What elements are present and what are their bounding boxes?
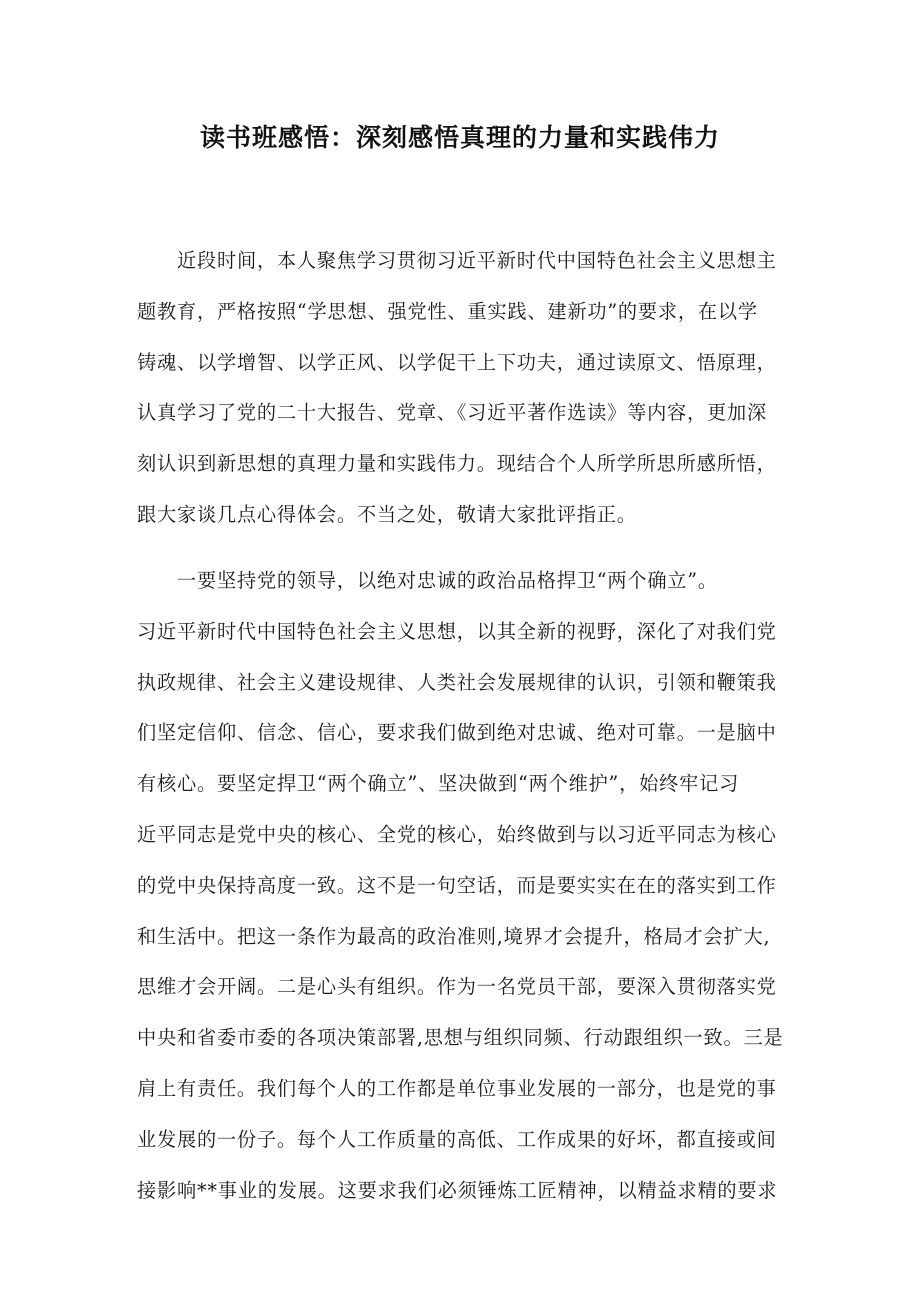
paragraph-line: 刻认识到新思想的真理力量和实践伟力。现结合个人所学所思所感所悟， [137, 452, 777, 476]
paragraph-line: 认真学习了党的二十大报告、党章、《习近平著作选读》等内容，更加深 [137, 401, 767, 425]
paragraph-line: 的党中央保持高度一致。这不是一句空话，而是要实实在在的落实到工作 [137, 873, 777, 897]
paragraph-line: 铸魂、以学增智、以学正风、以学促干上下功夫，通过读原文、悟原理， [137, 350, 777, 374]
paragraph-line: 业发展的一份子。每个人工作质量的高低、工作成果的好坏，都直接或间 [137, 1127, 777, 1151]
paragraph-line: 和生活中。把这一条作为最高的政治准则,境界才会提升，格局才会扩大, [137, 924, 771, 948]
paragraph-line: 们坚定信仰、信念、信心，要求我们做到绝对忠诚、绝对可靠。一是脑中 [137, 721, 777, 745]
paragraph-line: 近段时间，本人聚焦学习贯彻习近平新时代中国特色社会主义思想主 [177, 249, 777, 272]
paragraph-line: 题教育，严格按照“学思想、强党性、重实践、建新功”的要求，在以学 [137, 299, 758, 323]
document-title: 读书班感悟：深刻感悟真理的力量和实践伟力 [199, 123, 720, 152]
paragraph-line: 近平同志是党中央的核心、全党的核心，始终做到与以习近平同志为核心 [137, 822, 777, 846]
paragraph-line: 思维才会开阔。二是心头有组织。作为一名党员干部，要深入贯彻落实党 [137, 975, 777, 999]
paragraph-line: 肩上有责任。我们每个人的工作都是单位事业发展的一部分，也是党的事 [137, 1076, 777, 1100]
paragraph-line: 执政规律、社会主义建设规律、人类社会发展规律的认识，引领和鞭策我 [137, 670, 777, 694]
paragraph-line: 跟大家谈几点心得体会。不当之处，敬请大家批评指正。 [137, 502, 637, 526]
paragraph-line: 有核心。要坚定捍卫“两个确立”、坚决做到“两个维护”，始终牢记习 [137, 772, 740, 796]
paragraph-intro [137, 236, 797, 541]
paragraph-line: 一要坚持党的领导，以绝对忠诚的政治品格捍卫“两个确立”。 [177, 569, 718, 592]
paragraph-line: 中央和省委市委的各项决策部署,思想与组织同频、行动跟组织一致。三是 [137, 1026, 784, 1050]
paragraph-point-one [137, 556, 797, 1216]
paragraph-line: 习近平新时代中国特色社会主义思想，以其全新的视野，深化了对我们党 [137, 619, 777, 643]
paragraph-line: 接影响**事业的发展。这要求我们必须锤炼工匠精神，以精益求精的要求 [137, 1178, 778, 1202]
